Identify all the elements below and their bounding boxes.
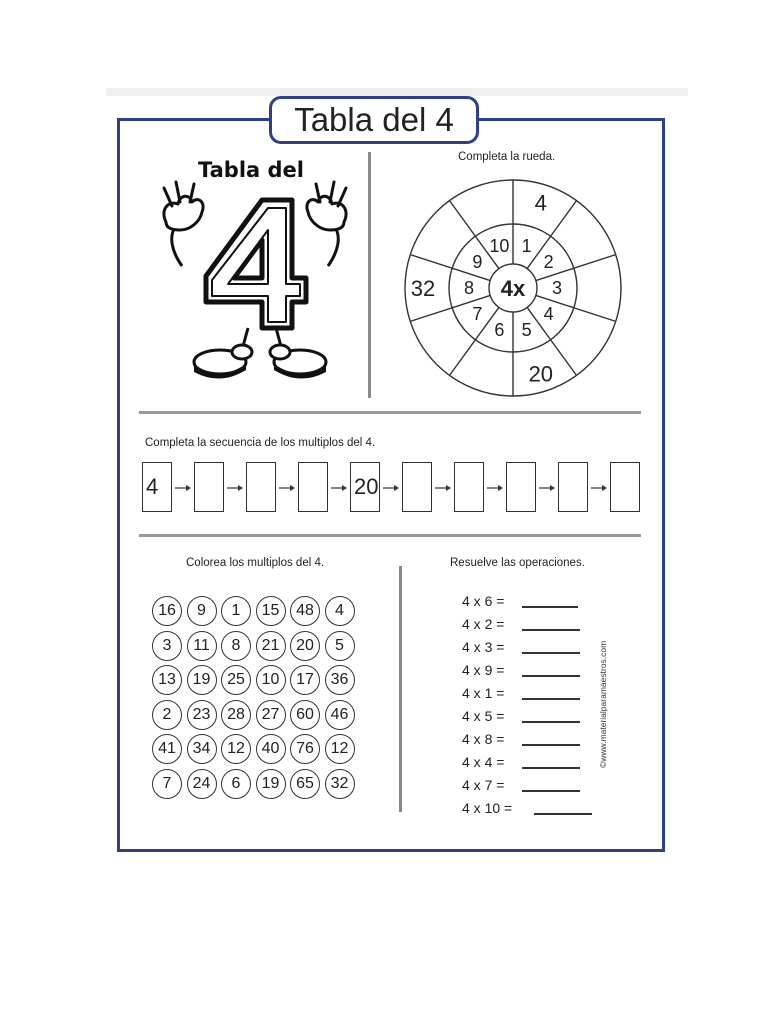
wheel-outer-answer: 20 — [528, 361, 554, 387]
answer-line[interactable] — [522, 629, 580, 631]
number-circle[interactable]: 6 — [221, 769, 251, 799]
number-circle[interactable]: 48 — [290, 596, 320, 626]
number-circle[interactable]: 4 — [325, 596, 355, 626]
arrow-right-icon — [226, 484, 244, 492]
number-circle[interactable]: 1 — [221, 596, 251, 626]
answer-line[interactable] — [522, 744, 580, 746]
arrow-right-icon — [382, 484, 400, 492]
answer-line[interactable] — [534, 813, 592, 815]
answer-line[interactable] — [522, 790, 580, 792]
wheel-inner-number: 6 — [494, 319, 505, 340]
answer-line[interactable] — [522, 698, 580, 700]
number-circle[interactable]: 13 — [152, 665, 182, 695]
sequence-box[interactable] — [454, 462, 484, 512]
operation-expression: 4 x 6 = — [462, 593, 505, 609]
number-circle[interactable]: 12 — [325, 734, 355, 764]
number-circle[interactable]: 8 — [221, 631, 251, 661]
number-circle[interactable]: 34 — [187, 734, 217, 764]
operations-instruction: Resuelve las operaciones. — [450, 557, 585, 569]
number-circle[interactable]: 25 — [221, 665, 251, 695]
color-grid-instruction: Colorea los multiplos del 4. — [186, 557, 325, 569]
wheel-inner-number: 7 — [472, 303, 483, 324]
number-circle[interactable]: 23 — [187, 700, 217, 730]
operation-expression: 4 x 2 = — [462, 616, 505, 632]
arrow-right-icon — [538, 484, 556, 492]
wheel-instruction: Completa la rueda. — [458, 151, 556, 163]
number-circle[interactable]: 16 — [152, 596, 182, 626]
number-circle[interactable]: 20 — [290, 631, 320, 661]
number-circle[interactable]: 10 — [256, 665, 286, 695]
number-circle[interactable]: 76 — [290, 734, 320, 764]
credit-text: ©www.materialparamaestros.com — [598, 640, 608, 768]
number-circle[interactable]: 19 — [187, 665, 217, 695]
operation-expression: 4 x 5 = — [462, 708, 505, 724]
top-section-divider — [368, 152, 371, 398]
wheel-inner-number: 1 — [521, 236, 532, 257]
number-circle[interactable]: 19 — [256, 769, 286, 799]
arrow-right-icon — [278, 484, 296, 492]
operation-expression: 4 x 7 = — [462, 777, 505, 793]
operation-expression: 4 x 1 = — [462, 685, 505, 701]
arrow-right-icon — [434, 484, 452, 492]
wheel-outer-answer: 32 — [410, 276, 436, 301]
number-circle[interactable]: 2 — [152, 700, 182, 730]
arrow-right-icon — [330, 484, 348, 492]
arrow-right-icon — [174, 484, 192, 492]
section-divider-2 — [139, 534, 641, 537]
number-circle[interactable]: 15 — [256, 596, 286, 626]
sequence-instruction: Completa la secuencia de los multiplos del 4. — [145, 437, 376, 449]
sequence-box[interactable] — [558, 462, 588, 512]
number-circle[interactable]: 60 — [290, 700, 320, 730]
operation-expression: 4 x 9 = — [462, 662, 505, 678]
wheel-center-label: 4x — [500, 276, 526, 301]
answer-line[interactable] — [522, 675, 580, 677]
sequence-box[interactable] — [402, 462, 432, 512]
number-circle[interactable]: 17 — [290, 665, 320, 695]
sequence-box[interactable] — [506, 462, 536, 512]
number-circle[interactable]: 41 — [152, 734, 182, 764]
number-circle[interactable]: 46 — [325, 700, 355, 730]
operation-expression: 4 x 4 = — [462, 754, 505, 770]
operation-expression: 4 x 3 = — [462, 639, 505, 655]
operation-expression: 4 x 8 = — [462, 731, 505, 747]
number-circle[interactable]: 9 — [187, 596, 217, 626]
wheel-inner-number: 10 — [489, 236, 510, 257]
worksheet-title: Tabla del 4 — [269, 96, 479, 144]
answer-line[interactable] — [522, 606, 578, 608]
sequence-box[interactable]: 20 — [350, 462, 380, 512]
sequence-box[interactable] — [610, 462, 640, 512]
number-circle[interactable]: 28 — [221, 700, 251, 730]
answer-line[interactable] — [522, 652, 580, 654]
mascot-four-illustration — [150, 150, 360, 390]
sequence-box[interactable] — [246, 462, 276, 512]
number-circle[interactable]: 5 — [325, 631, 355, 661]
number-circle[interactable]: 36 — [325, 665, 355, 695]
number-circle[interactable]: 40 — [256, 734, 286, 764]
sequence-box[interactable]: 4 — [142, 462, 172, 512]
answer-line[interactable] — [522, 767, 580, 769]
number-circle[interactable]: 7 — [152, 769, 182, 799]
bottom-section-divider — [399, 566, 402, 812]
arrow-right-icon — [486, 484, 504, 492]
number-circle[interactable]: 27 — [256, 700, 286, 730]
wheel-inner-number: 2 — [543, 252, 554, 273]
arrow-right-icon — [590, 484, 608, 492]
number-circle[interactable]: 3 — [152, 631, 182, 661]
sequence-box[interactable] — [298, 462, 328, 512]
sequence-box[interactable] — [194, 462, 224, 512]
operation-expression: 4 x 10 = — [462, 800, 513, 816]
wheel-inner-number: 5 — [521, 319, 532, 340]
wheel-inner-number: 4 — [543, 303, 554, 324]
page-top-bar — [106, 88, 688, 96]
multiplication-wheel — [400, 177, 626, 399]
number-circle[interactable]: 65 — [290, 769, 320, 799]
section-divider-1 — [139, 411, 641, 414]
number-circle[interactable]: 21 — [256, 631, 286, 661]
number-circle[interactable]: 24 — [187, 769, 217, 799]
wheel-inner-number: 3 — [551, 278, 563, 298]
number-circle[interactable]: 12 — [221, 734, 251, 764]
wheel-inner-number: 9 — [472, 252, 483, 273]
answer-line[interactable] — [522, 721, 580, 723]
wheel-inner-number: 8 — [463, 278, 475, 298]
mascot-label: Tabla del — [198, 158, 304, 182]
number-circle[interactable]: 11 — [187, 631, 217, 661]
number-circle[interactable]: 32 — [325, 769, 355, 799]
wheel-outer-answer: 4 — [534, 190, 547, 216]
